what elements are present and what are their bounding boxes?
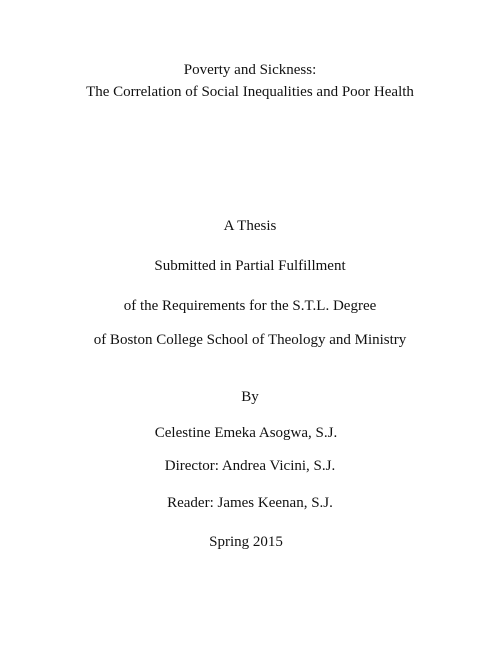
submission-statement-line-1: Submitted in Partial Fulfillment xyxy=(154,258,346,274)
submission-statement-line-3: of Boston College School of Theology and Ministry xyxy=(93,332,407,348)
document-type: A Thesis xyxy=(223,218,277,234)
reader-name: Reader: James Keenan, S.J. xyxy=(167,495,333,511)
author-name: Celestine Emeka Asogwa, S.J. xyxy=(154,425,338,441)
thesis-title-line-2: The Correlation of Social Inequalities and Poor Health xyxy=(86,84,414,100)
thesis-title-line-1: Poverty and Sickness: xyxy=(183,62,317,78)
director-name: Director: Andrea Vicini, S.J. xyxy=(164,458,336,474)
submission-date: Spring 2015 xyxy=(209,534,283,550)
submission-statement-line-2: of the Requirements for the S.T.L. Degree xyxy=(123,298,377,314)
by-label: By xyxy=(241,389,259,405)
